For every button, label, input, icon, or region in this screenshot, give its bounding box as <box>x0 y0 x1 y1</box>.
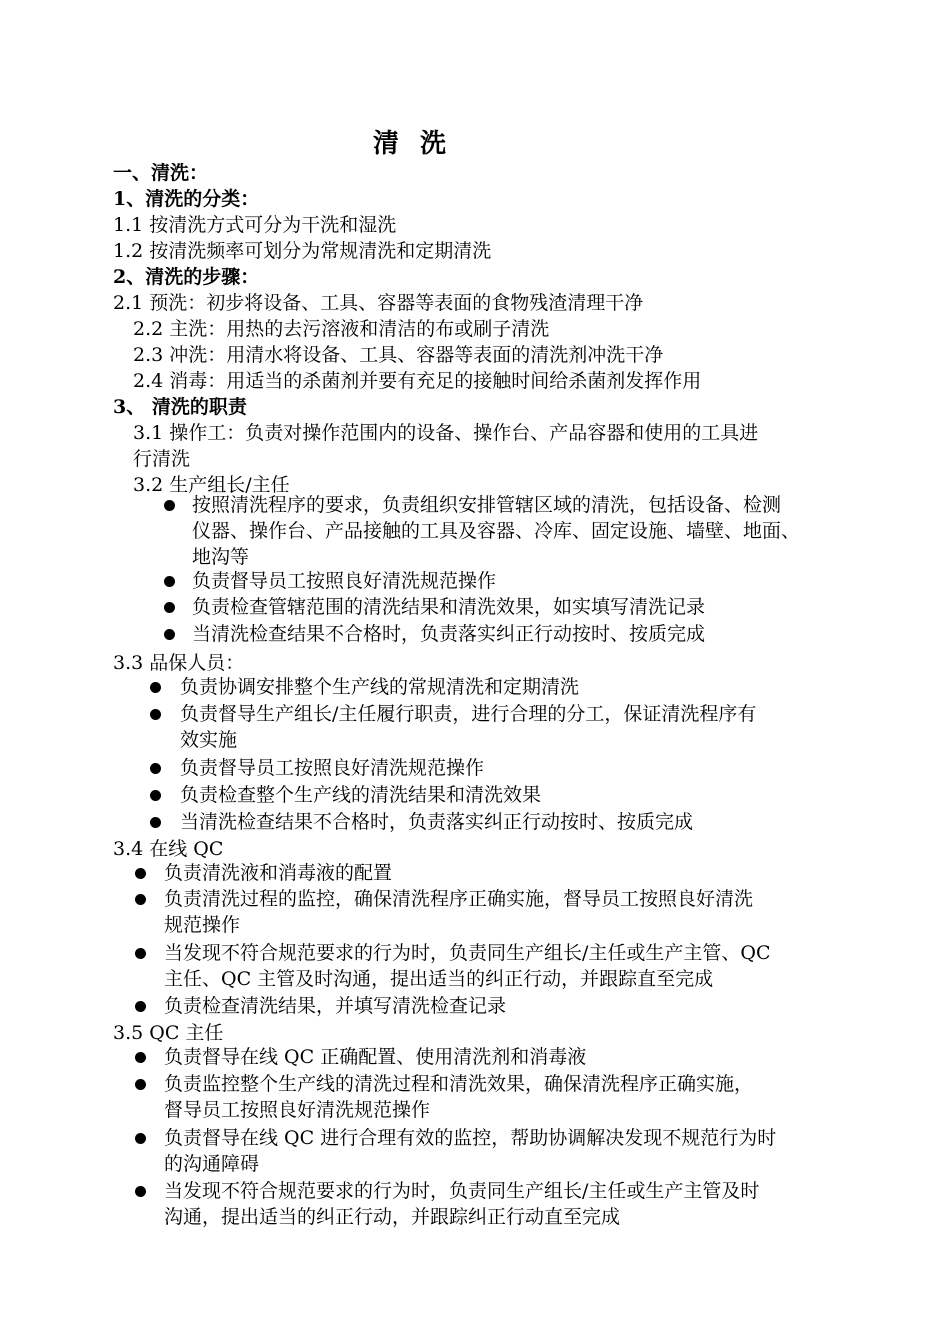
bullet-dot <box>135 1052 146 1063</box>
qc-director-bullet-line: 沟通，提出适当的纠正行动，并跟踪纠正行动直至完成 <box>164 1206 621 1228</box>
bullet-dot <box>150 790 161 801</box>
qa-bullet-line: 当清洗检查结果不合格时，负责落实纠正行动按时、按质完成 <box>180 811 694 833</box>
supervisor-bullet-line: 负责检查管辖范围的清洗结果和清洗效果，如实填写清洗记录 <box>192 596 706 618</box>
steps-heading: 2、清洗的步骤： <box>113 266 260 288</box>
bullet-dot <box>135 1001 146 1012</box>
duties-heading: 3、 清洗的职责 <box>113 396 247 418</box>
step-item: 2.4 消毒：用适当的杀菌剂并要有充足的接触时间给杀菌剂发挥作用 <box>133 370 702 392</box>
classification-item: 1.2 按清洗频率可划分为常规清洗和定期清洗 <box>113 240 492 262</box>
operator-duty-line: 行清洗 <box>133 448 191 470</box>
operator-duty-line: 3.1 操作工：负责对操作范围内的设备、操作台、产品容器和使用的工具进 <box>133 422 759 444</box>
online-qc-bullet-line: 负责清洗液和消毒液的配置 <box>164 862 393 884</box>
section-heading: 一、清洗： <box>113 162 209 184</box>
qa-bullet-line: 负责协调安排整个生产线的常规清洗和定期清洗 <box>180 676 580 698</box>
qa-bullet-line: 负责检查整个生产线的清洗结果和清洗效果 <box>180 784 542 806</box>
qc-director-bullet-line: 负责督导在线 QC 进行合理有效的监控，帮助协调解决发现不规范行为时 <box>164 1127 777 1149</box>
supervisor-bullet-line: 地沟等 <box>192 546 250 568</box>
qa-bullet-line: 效实施 <box>180 729 238 751</box>
bullet-dot <box>135 868 146 879</box>
classification-heading: 1、清洗的分类： <box>113 188 260 210</box>
online-qc-bullet-line: 主任、QC 主管及时沟通，提出适当的纠正行动，并跟踪直至完成 <box>164 968 714 990</box>
bullet-dot <box>135 948 146 959</box>
qa-heading: 3.3 品保人员： <box>113 652 245 674</box>
bullet-dot <box>164 602 175 613</box>
bullet-dot <box>164 629 175 640</box>
online-qc-bullet-line: 负责检查清洗结果，并填写清洗检查记录 <box>164 995 507 1017</box>
bullet-dot <box>135 1133 146 1144</box>
qc-director-bullet-line: 当发现不符合规范要求的行为时，负责同生产组长/主任或生产主管及时 <box>164 1180 760 1202</box>
supervisor-bullet-line: 当清洗检查结果不合格时，负责落实纠正行动按时、按质完成 <box>192 623 706 645</box>
supervisor-heading: 3.2 生产组长/主任 <box>133 474 290 496</box>
online-qc-heading: 3.4 在线 QC <box>113 838 224 860</box>
qa-bullet-line: 负责督导生产组长/主任履行职责，进行合理的分工，保证清洗程序有 <box>180 703 757 725</box>
step-item: 2.1 预洗：初步将设备、工具、容器等表面的食物残渣清理干净 <box>113 292 644 314</box>
supervisor-bullet-line: 负责督导员工按照良好清洗规范操作 <box>192 570 497 592</box>
online-qc-bullet-line: 规范操作 <box>164 914 241 936</box>
qc-director-heading: 3.5 QC 主任 <box>113 1022 224 1044</box>
bullet-dot <box>135 1079 146 1090</box>
bullet-dot <box>135 894 146 905</box>
qc-director-bullet-line: 督导员工按照良好清洗规范操作 <box>164 1099 431 1121</box>
page-title: 清 洗 <box>373 129 453 159</box>
qc-director-bullet-line: 负责督导在线 QC 正确配置、使用清洗剂和消毒液 <box>164 1046 587 1068</box>
online-qc-bullet-line: 负责清洗过程的监控，确保清洗程序正确实施，督导员工按照良好清洗 <box>164 888 754 910</box>
step-item: 2.3 冲洗：用清水将设备、工具、容器等表面的清洗剂冲洗干净 <box>133 344 664 366</box>
qc-director-bullet-line: 负责监控整个生产线的清洗过程和清洗效果，确保清洗程序正确实施， <box>164 1073 754 1095</box>
bullet-dot <box>150 763 161 774</box>
supervisor-bullet-line: 按照清洗程序的要求，负责组织安排管辖区域的清洗，包括设备、检测 <box>192 494 782 516</box>
bullet-dot <box>150 682 161 693</box>
online-qc-bullet-line: 当发现不符合规范要求的行为时，负责同生产组长/主任或生产主管、QC <box>164 942 771 964</box>
bullet-dot <box>135 1186 146 1197</box>
bullet-dot <box>150 817 161 828</box>
bullet-dot <box>164 576 175 587</box>
bullet-dot <box>150 709 161 720</box>
classification-item: 1.1 按清洗方式可分为干洗和湿洗 <box>113 214 397 236</box>
qc-director-bullet-line: 的沟通障碍 <box>164 1153 260 1175</box>
step-item: 2.2 主洗：用热的去污溶液和清洁的布或刷子清洗 <box>133 318 550 340</box>
qa-bullet-line: 负责督导员工按照良好清洗规范操作 <box>180 757 485 779</box>
bullet-dot <box>164 500 175 511</box>
supervisor-bullet-line: 仪器、操作台、产品接触的工具及容器、冷库、固定设施、墙壁、地面、 <box>192 520 801 542</box>
